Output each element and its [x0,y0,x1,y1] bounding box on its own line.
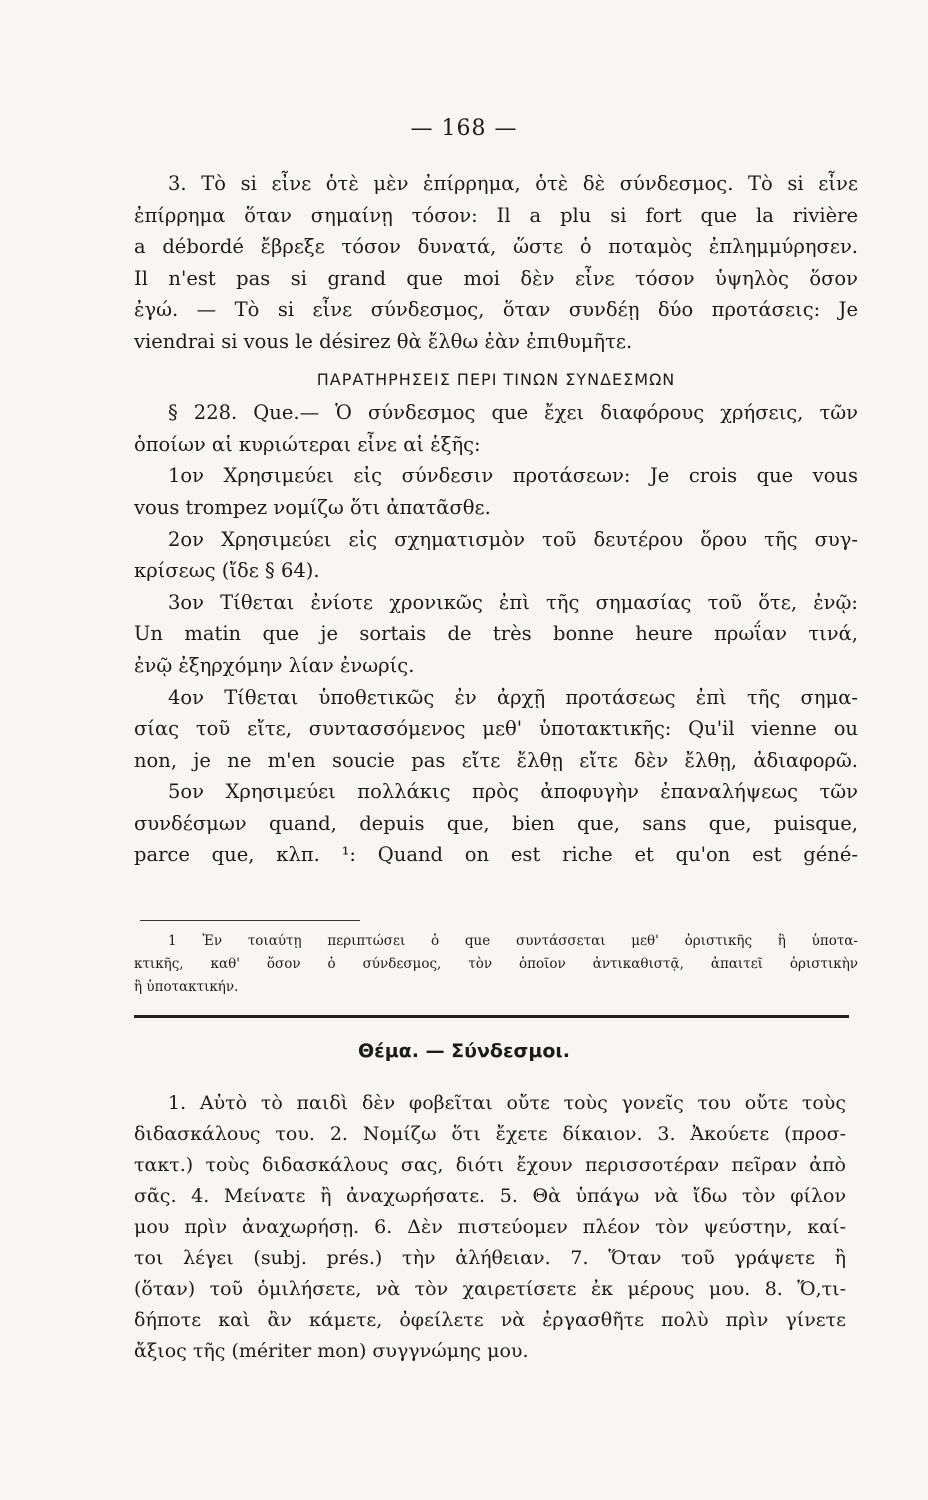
text-line: ὁποίων αἱ κυριώτεραι εἶνε αἱ ἑξῆς: [134,432,481,456]
text-line: § 228. Que.— Ὁ σύνδεσμος que ἔχει διαφόρους χρήσεις, τῶν [168,401,858,425]
text-line: σίας τοῦ εἴτε, συντασσόμενος μεθ' ὑποτακτικῆς: Qu'il vienne ou [134,717,858,741]
text-line: 5ον Χρησιμεύει πολλάκις πρὸς ἀποφυγὴν ἐπαναλήψεως τῶν [168,780,858,804]
footnote-line: κτικῆς, καθ' ὅσον ὁ σύνδεσμος, τὸν ὁποῖον ἀντικαθιστᾷ, ἀπαιτεῖ ὁριστικὴν [134,956,858,972]
text-line: Un matin que je sortais de très bonne heure πρωΐαν τινά, [134,622,858,646]
exercise-line: διδασκάλους του. 2. Νομίζω ὅτι ἔχετε δίκαιον. 3. Ἀκούετε (προσ- [134,1123,846,1145]
exercise-title: Θέμα. — Σύνδεσμοι. [357,1040,571,1062]
text-line: 3. Τὸ si εἶνε ὁτὲ μὲν ἐπίρρημα, ὁτὲ δὲ σύνδεσμος. Τὸ si εἶνε [168,172,858,195]
footnote [134,930,858,999]
exercise-line: τοι λέγει (subj. prés.) τὴν ἀλήθειαν. 7. Ὅταν τοῦ γράψετε ἢ [134,1247,846,1269]
section-divider [134,1015,849,1018]
exercise-line: τακτ.) τοὺς διδασκάλους σας, διότι ἔχουν περισσοτέραν πεῖραν ἀπὸ [134,1154,846,1176]
text-line: ἐνῷ ἐξηρχόμην λίαν ἐνωρίς. [134,653,415,677]
text-line: a débordé ἔβρεξε τόσον δυνατά, ὥστε ὁ ποταμὸς ἐπλημμύρησεν. [134,235,858,259]
exercise-text [134,1088,846,1367]
text-line: viendrai si vous le désirez θὰ ἔλθω ἐὰν ἐπιθυμῆτε. [134,329,633,353]
exercise-line: (ὅταν) τοῦ ὁμιλήσετε, νὰ τὸν χαιρετίσετε ἐκ μέρους μου. 8. Ὅ,τι- [134,1278,846,1300]
text-line: parce que, κλπ. ¹: Quand on est riche et qu'on est géné- [134,843,858,867]
text-line: συνδέσμων quand, depuis que, bien que, sans que, puisque, [134,811,858,835]
exercise-line: σᾶς. 4. Μείνατε ἢ ἀναχωρήσατε. 5. Θὰ ὑπάγω νὰ ἴδω τὸν φίλον [134,1185,846,1207]
text-line: Il n'est pas si grand que moi δὲν εἶνε τόσον ὑψηλὸς ὅσον [134,266,858,290]
text-line: 2ον Χρησιμεύει εἰς σχηματισμὸν τοῦ δευτέρου ὅρου τῆς συγ- [168,527,858,551]
section-heading: ΠΑΡΑΤΗΡΗΣΕΙΣ ΠΕΡΙ ΤΙΝΩΝ ΣΥΝΔΕΣΜΩΝ [316,369,676,389]
exercise-line: μου πρὶν ἀναχωρήσῃ. 6. Δὲν πιστεύομεν πλέον τὸν ψεύστην, καί- [134,1216,846,1238]
text-line: ἐγώ. — Τὸ si εἶνε σύνδεσμος, ὅταν συνδέῃ δύο προτάσεις: Je [134,298,858,322]
text-line: non, je ne m'en soucie pas εἴτε ἔλθῃ εἴτε δὲν ἔλθῃ, ἀδιαφορῶ. [134,748,858,772]
page-number: — 168 — [410,116,518,141]
exercise-line: 1. Αὐτὸ τὸ παιδὶ δὲν φοβεῖται οὔτε τοὺς γονεῖς του οὔτε τοὺς [168,1092,846,1114]
exercise-line: δήποτε καὶ ἂν κάμετε, ὀφείλετε νὰ ἐργασθῆτε πολὺ πρὶν γίνετε [134,1309,846,1331]
text-line: 4ον Τίθεται ὑποθετικῶς ἐν ἀρχῇ προτάσεως ἐπὶ τῆς σημα- [168,685,858,709]
footnote-line: ἢ ὑποτακτικήν. [134,979,239,995]
text-line: vous trompez νομίζω ὅτι ἀπατᾶσθε. [134,495,491,519]
text-line: ἐπίρρημα ὅταν σημαίνῃ τόσον: Il a plu si fort que la rivière [134,203,858,227]
text-line: κρίσεως (ἴδε § 64). [134,559,320,583]
exercise-line: ἄξιος τῆς (mériter mon) συγγνώμης μου. [134,1340,529,1362]
text-line: 1ον Χρησιμεύει εἰς σύνδεσιν προτάσεων: Je crois que vous [168,464,858,488]
footnote-divider [140,920,360,921]
main-text [134,168,858,871]
text-line: 3ον Τίθεται ἐνίοτε χρονικῶς ἐπὶ τῆς σημασίας τοῦ ὅτε, ἐνῷ: [168,590,858,614]
footnote-line: 1 Ἐν τοιαύτῃ περιπτώσει ὁ que συντάσσεται μεθ' ὁριστικῆς ἢ ὑποτα- [168,933,858,949]
